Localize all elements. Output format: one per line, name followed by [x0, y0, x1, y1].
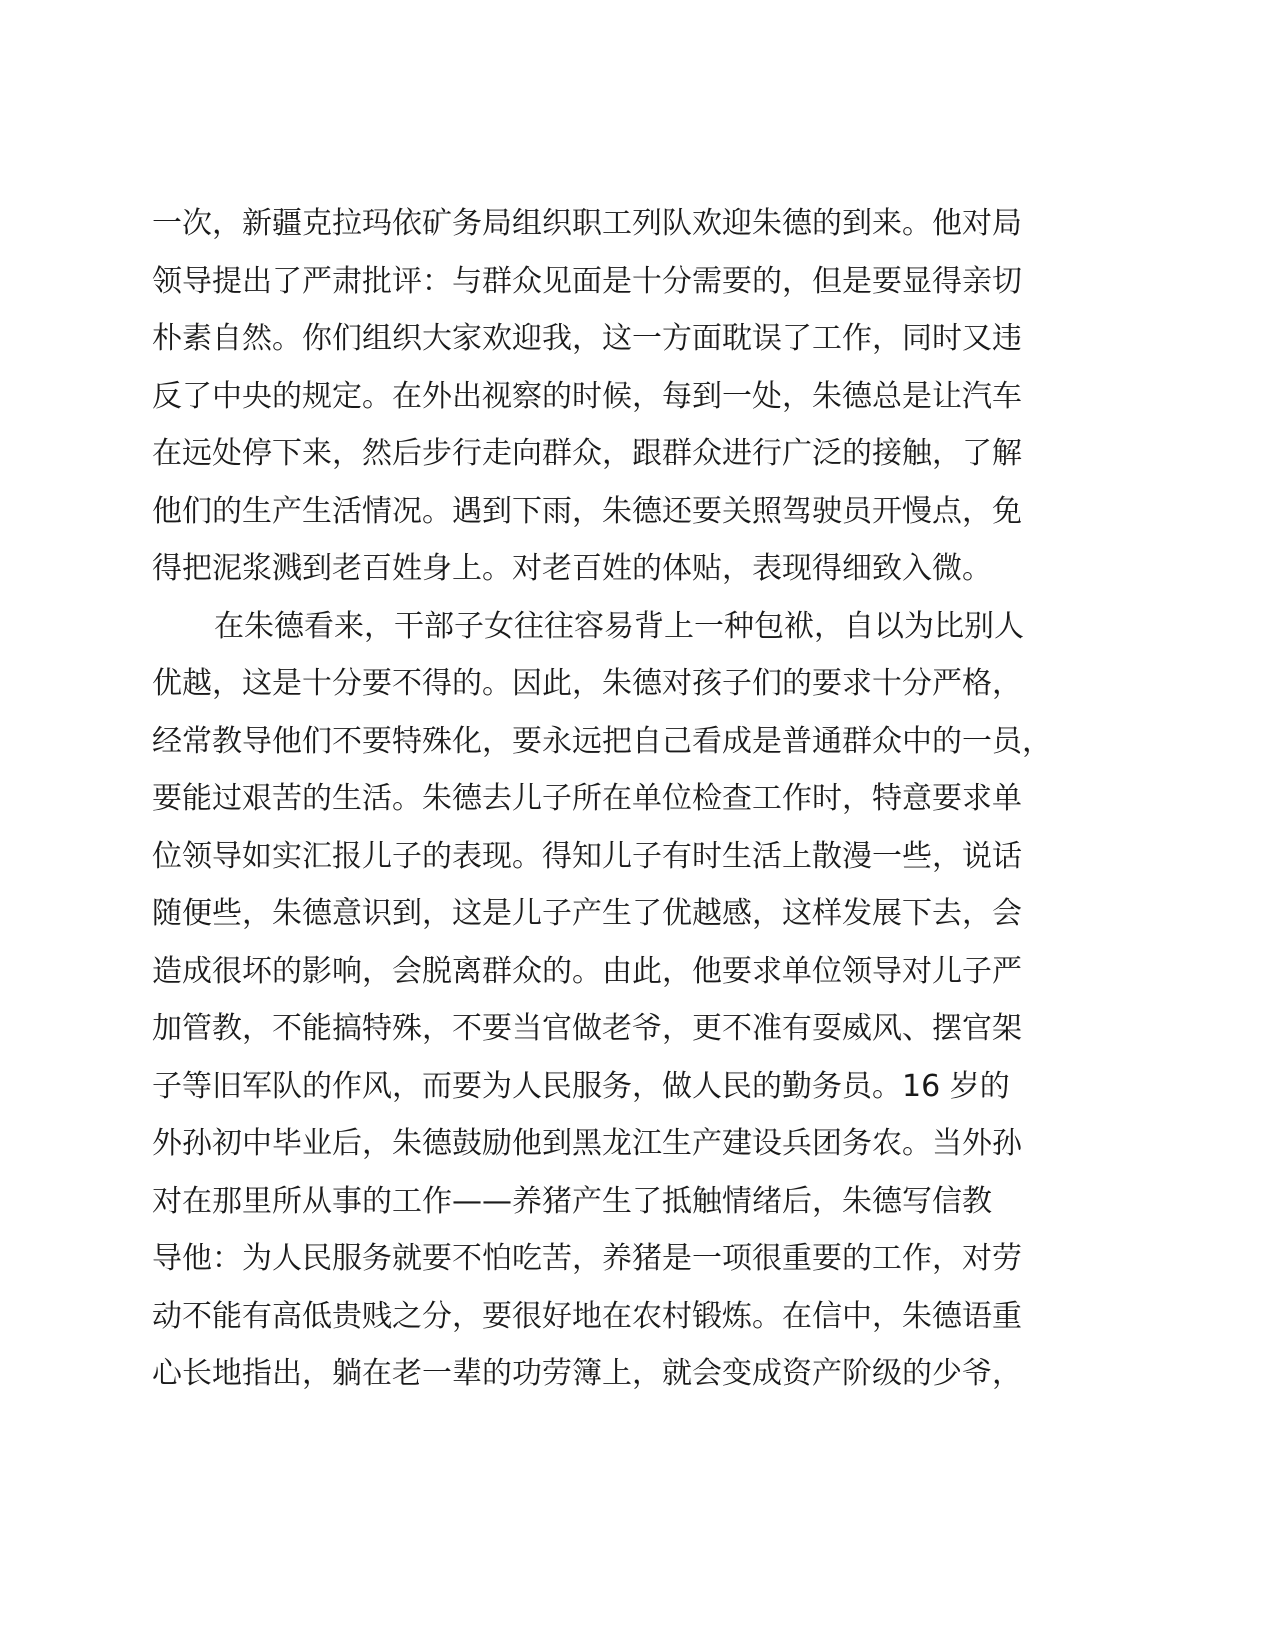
text-line: 要能过艰苦的生活。朱德去儿子所在单位检查工作时，特意要求单: [152, 781, 1022, 816]
text-line: 一次，新疆克拉玛依矿务局组织职工列队欢迎朱德的到来。他对局: [152, 206, 1022, 241]
text-line: 外孙初中毕业后，朱德鼓励他到黑龙江生产建设兵团务农。当外孙: [152, 1126, 1022, 1161]
text-line: 心长地指出，躺在老一辈的功劳簿上，就会变成资产阶级的少爷，: [152, 1356, 1022, 1391]
text-line: 随便些，朱德意识到，这是儿子产生了优越感，这样发展下去，会: [152, 896, 1022, 931]
text-line: 导他：为人民服务就要不怕吃苦，养猪是一项很重要的工作，对劳: [152, 1241, 1022, 1276]
text-line: 子等旧军队的作风，而要为人民服务，做人民的勤务员。16 岁的: [152, 1068, 1010, 1104]
paragraph-2: [152, 598, 1112, 1403]
text-line: 朴素自然。你们组织大家欢迎我，这一方面耽误了工作，同时又违: [152, 321, 1022, 356]
paragraph-1: [152, 195, 1112, 598]
text-line: 经常教导他们不要特殊化，要永远把自己看成是普通群众中的一员，: [152, 723, 1052, 759]
document-body: [152, 195, 1112, 1403]
text-line: 在远处停下来，然后步行走向群众，跟群众进行广泛的接触，了解: [152, 436, 1022, 471]
text-line: 得把泥浆溅到老百姓身上。对老百姓的体贴，表现得细致入微。: [152, 551, 992, 586]
text-line: 动不能有高低贵贱之分，要很好地在农村锻炼。在信中，朱德语重: [152, 1298, 1022, 1334]
text-line: 领导提出了严肃批评：与群众见面是十分需要的，但是要显得亲切: [152, 263, 1022, 299]
text-line: 对在那里所从事的工作——养猪产生了抵触情绪后，朱德写信教: [152, 1183, 992, 1219]
text-line: 他们的生产生活情况。遇到下雨，朱德还要关照驾驶员开慢点，免: [152, 493, 1022, 529]
text-line: 位领导如实汇报儿子的表现。得知儿子有时生活上散漫一些，说话: [152, 838, 1022, 874]
text-line: 加管教，不能搞特殊，不要当官做老爷，更不准有耍威风、摆官架: [152, 1011, 1022, 1046]
text-line: 反了中央的规定。在外出视察的时候，每到一处，朱德总是让汽车: [152, 378, 1022, 414]
text-line: 优越，这是十分要不得的。因此，朱德对孩子们的要求十分严格，: [152, 666, 1022, 701]
text-line: 造成很坏的影响，会脱离群众的。由此，他要求单位领导对儿子严: [152, 953, 1022, 989]
text-line: 在朱德看来，干部子女往往容易背上一种包袱，自以为比别人: [214, 608, 1024, 644]
